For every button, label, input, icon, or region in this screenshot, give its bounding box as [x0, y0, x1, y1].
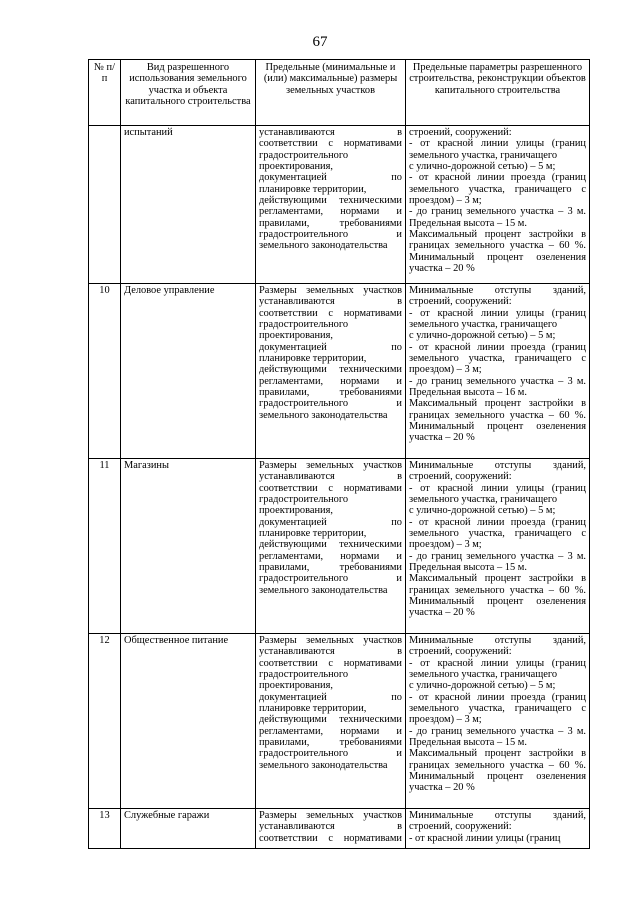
text-line: с улично-дорожной сетью) – 5 м; — [409, 330, 556, 342]
text-line: - от красной линии проезда (границ — [409, 172, 586, 184]
text-line: документацией по — [259, 341, 402, 353]
text-line: проездом) – 3 м; — [409, 364, 482, 376]
text-line: соответствии с нормативами — [259, 138, 402, 150]
text-line: планировке территории, — [259, 183, 367, 195]
text-line: регламентами, нормами и — [259, 206, 402, 218]
row-number: 11 — [89, 459, 121, 634]
use-type-cell: Служебные гаражи — [121, 809, 256, 849]
text-line: земельного законодательства — [259, 759, 388, 771]
text-line: Минимальные отступы зданий, — [409, 285, 586, 296]
text-line: планировке территории, — [259, 528, 367, 540]
use-type-cell: Общественное питание — [121, 634, 256, 809]
build-params-cell — [406, 284, 590, 459]
text-line: Максимальный процент застройки в — [409, 573, 586, 585]
text-line: устанавливаются в — [259, 296, 402, 308]
text-line: проездом) – 3 м; — [409, 195, 482, 207]
text-line: Максимальный процент застройки в — [409, 748, 586, 760]
plot-size-cell — [256, 126, 406, 284]
text-line: градостроительного — [259, 669, 349, 681]
text-line: градостроительного — [259, 149, 349, 161]
header-use-type: Вид разрешенного использования земельного участка и объекта капитального строительства — [121, 60, 256, 126]
text-line: документацией по — [259, 516, 402, 528]
text-line: действующими техническими — [259, 539, 402, 551]
text-line: участка – 20 % — [409, 263, 475, 275]
text-line: Размеры земельных участков — [259, 285, 402, 296]
text-line: Минимальный процент озеленения — [409, 771, 586, 783]
text-line: устанавливаются в — [259, 127, 402, 138]
text-line: земельного участка, граничащего с — [409, 183, 586, 195]
text-line: регламентами, нормами и — [259, 550, 402, 562]
header-number: № п/п — [89, 60, 121, 126]
table-row — [89, 284, 590, 459]
plot-size-cell — [256, 634, 406, 809]
text-line: градостроительного и — [259, 748, 402, 760]
text-line: границах земельного участка – 60 %. — [409, 409, 586, 421]
text-line: Предельная высота – 15 м. — [409, 562, 527, 574]
use-type-cell: Деловое управление — [121, 284, 256, 459]
text-line: - от красной линии улицы (границ — [409, 482, 586, 494]
text-line: правилами, требованиями — [259, 737, 402, 749]
text-line: действующими техническими — [259, 364, 402, 376]
text-line: документацией по — [259, 691, 402, 703]
text-line: регламентами, нормами и — [259, 375, 402, 387]
header-build-params: Предельные параметры разрешенного строительства, реконструкции объектов капитального строительства — [406, 60, 590, 126]
text-line: участка – 20 % — [409, 432, 475, 444]
build-params-cell — [406, 126, 590, 284]
text-line: Минимальный процент озеленения — [409, 251, 586, 263]
text-line: - от красной линии улицы (границ — [409, 138, 586, 150]
text-line: градостроительного и — [259, 573, 402, 585]
text-line: планировке территории, — [259, 703, 367, 715]
text-line: земельного законодательства — [259, 240, 388, 252]
text-line: участка – 20 % — [409, 782, 475, 794]
text-line: градостроительного и — [259, 229, 402, 241]
text-line: действующими техническими — [259, 714, 402, 726]
text-line: соответствии с нормативами — [259, 832, 402, 844]
build-params-cell — [406, 634, 590, 809]
text-line: участка – 20 % — [409, 607, 475, 619]
table-header-row — [89, 60, 590, 126]
table-row — [89, 459, 590, 634]
text-line: земельного участка, граничащего с — [409, 703, 586, 715]
text-line: земельного участка, граничащего — [409, 149, 558, 161]
text-line: - до границ земельного участка – 3 м. — [409, 206, 586, 218]
text-line: границах земельного участка – 60 %. — [409, 240, 586, 252]
text-line: с улично-дорожной сетью) – 5 м; — [409, 680, 556, 692]
text-line: - от красной линии проезда (границ — [409, 341, 586, 353]
text-line: правилами, требованиями — [259, 562, 402, 574]
text-line: строений, сооружений: — [409, 821, 512, 833]
text-line: соответствии с нормативами — [259, 482, 402, 494]
text-line: Минимальные отступы зданий, — [409, 460, 586, 471]
text-line: проектирования, — [259, 161, 333, 173]
text-line: земельного законодательства — [259, 409, 388, 421]
text-line: документацией по — [259, 172, 402, 184]
text-line: Размеры земельных участков — [259, 460, 402, 471]
text-line: действующими техническими — [259, 195, 402, 207]
text-line: земельного законодательства — [259, 584, 388, 596]
text-line: правилами, требованиями — [259, 217, 402, 229]
text-line: Максимальный процент застройки в — [409, 229, 586, 241]
text-line: проектирования, — [259, 330, 333, 342]
text-line: строений, сооружений: — [409, 471, 512, 483]
text-line: земельного участка, граничащего — [409, 669, 558, 681]
text-line: проездом) – 3 м; — [409, 714, 482, 726]
text-line: - от красной линии улицы (границ — [409, 307, 586, 319]
text-line: проектирования, — [259, 505, 333, 517]
text-line: градостроительного — [259, 494, 349, 506]
row-number: 12 — [89, 634, 121, 809]
plot-size-cell — [256, 809, 406, 849]
text-line: устанавливаются в — [259, 821, 402, 833]
use-type-cell: Магазины — [121, 459, 256, 634]
text-line: с улично-дорожной сетью) – 5 м; — [409, 505, 556, 517]
plot-size-cell — [256, 284, 406, 459]
text-line: земельного участка, граничащего — [409, 494, 558, 506]
text-line: строений, сооружений: — [409, 646, 512, 658]
text-line: Предельная высота – 16 м. — [409, 387, 527, 399]
table-row — [89, 809, 590, 849]
build-params-cell — [406, 459, 590, 634]
text-line: земельного участка, граничащего с — [409, 528, 586, 540]
text-line: - до границ земельного участка – 3 м. — [409, 550, 586, 562]
text-line: регламентами, нормами и — [259, 725, 402, 737]
row-number — [89, 126, 121, 284]
text-line: устанавливаются в — [259, 646, 402, 658]
text-line: градостроительного и — [259, 398, 402, 410]
text-line: с улично-дорожной сетью) – 5 м; — [409, 161, 556, 173]
text-line: Минимальный процент озеленения — [409, 596, 586, 608]
header-plot-size: Предельные (минимальные и (или) максимальные) размеры земельных участков — [256, 60, 406, 126]
plot-size-cell — [256, 459, 406, 634]
text-line: соответствии с нормативами — [259, 657, 402, 669]
row-number: 10 — [89, 284, 121, 459]
text-line: Размеры земельных участков — [259, 635, 402, 646]
table-row — [89, 634, 590, 809]
text-line: - от красной линии улицы (границ — [409, 832, 561, 844]
text-line: - до границ земельного участка – 3 м. — [409, 725, 586, 737]
text-line: проектирования, — [259, 680, 333, 692]
text-line: Предельная высота – 15 м. — [409, 217, 527, 229]
text-line: градостроительного — [259, 319, 349, 331]
page-number: 67 — [312, 34, 328, 50]
build-params-cell — [406, 809, 590, 849]
row-number: 13 — [89, 809, 121, 849]
text-line: границах земельного участка – 60 %. — [409, 759, 586, 771]
text-line: земельного участка, граничащего — [409, 319, 558, 331]
text-line: устанавливаются в — [259, 471, 402, 483]
table-row — [89, 126, 590, 284]
text-line: проездом) – 3 м; — [409, 539, 482, 551]
text-line: земельного участка, граничащего с — [409, 353, 586, 365]
text-line: строений, сооружений: — [409, 127, 512, 138]
regulations-table — [88, 59, 590, 849]
text-line: - от красной линии проезда (границ — [409, 691, 586, 703]
text-line: Максимальный процент застройки в — [409, 398, 586, 410]
text-line: - от красной линии проезда (границ — [409, 516, 586, 528]
text-line: строений, сооружений: — [409, 296, 512, 308]
text-line: - от красной линии улицы (границ — [409, 657, 586, 669]
text-line: Размеры земельных участков — [259, 810, 402, 821]
text-line: Предельная высота – 15 м. — [409, 737, 527, 749]
text-line: правилами, требованиями — [259, 387, 402, 399]
text-line: планировке территории, — [259, 353, 367, 365]
text-line: границах земельного участка – 60 %. — [409, 584, 586, 596]
text-line: - до границ земельного участка – 3 м. — [409, 375, 586, 387]
text-line: соответствии с нормативами — [259, 307, 402, 319]
text-line: Минимальные отступы зданий, — [409, 810, 586, 821]
use-type-cell: испытаний — [121, 126, 256, 284]
text-line: Минимальные отступы зданий, — [409, 635, 586, 646]
text-line: Минимальный процент озеленения — [409, 421, 586, 433]
